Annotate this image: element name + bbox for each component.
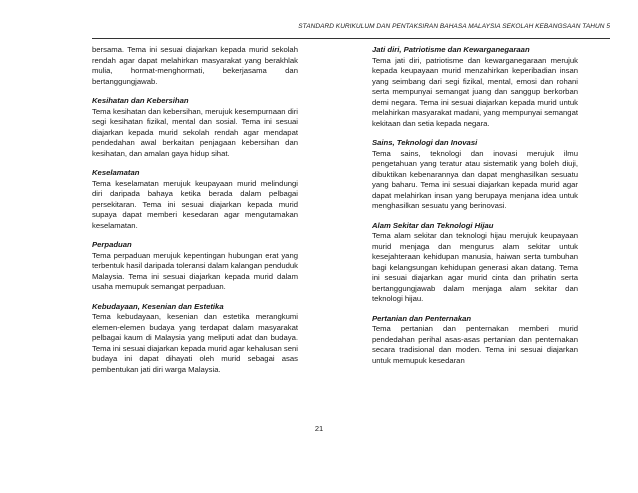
section-heading: Keselamatan <box>92 168 140 177</box>
section-heading: Sains, Teknologi dan Inovasi <box>372 138 478 147</box>
section-text: Tema sains, teknologi dan inovasi merujuk ilmu pengetahuan yang teratur atau sistematik yang boleh diuji, dibuktikan kebenarannya dan dapat menghasilkan sesuatu yang baharu. Tema ini sesuai diajarkan kepada murid agar dapat melahirkan insan yang berupaya menjana idea untuk menghasilkan sesuatu yang berinovasi. <box>372 148 578 210</box>
intro-paragraph <box>92 45 298 87</box>
running-header: STANDARD KURIKULUM DAN PENTAKSIRAN BAHASA MALAYSIA SEKOLAH KEBANGSAAN TAHUN 5 <box>298 23 610 30</box>
header-rule <box>92 38 610 39</box>
section-text: Tema kesihatan dan kebersihan, merujuk kesempurnaan diri segi kesihatan fizikal, mental dan sosial. Tema ini sesuai diajarkan kepada murid sekolah rendah agar mendapat pendedahan awal berkaitan penjagaan kebersihan dan kesihatan, dan amalan gaya hidup sihat. <box>92 106 298 158</box>
page-number: 21 <box>314 424 324 433</box>
section-alam-sekitar <box>372 221 578 305</box>
section-text: Tema jati diri, patriotisme dan kewarganegaraan merujuk kepada keupayaan murid menzahirkan keperibadian insan yang seimbang dari segi fizikal, mental, emosi dan rohani serta mempunyai semangat juang dan sanggup berkorban demi negara. Tema ini sesuai diajarkan kepada murid untuk melahirkan masyarakat madani, yang mempunyai semangat kekitaan dan setia kepada negara. <box>372 55 578 128</box>
section-heading: Perpaduan <box>92 240 132 249</box>
section-perpaduan <box>92 240 298 293</box>
left-column <box>92 45 298 384</box>
section-heading: Jati diri, Patriotisme dan Kewarganegaraan <box>372 45 530 54</box>
section-keselamatan <box>92 168 298 231</box>
section-heading: Alam Sekitar dan Teknologi Hijau <box>372 220 494 230</box>
section-heading: Kesihatan dan Kebersihan <box>92 96 189 105</box>
section-text: Tema perpaduan merujuk kepentingan hubungan erat yang terbentuk hasil daripada toleransi dalam kalangan penduduk Malaysia. Tema ini sesuai diajarkan kepada murid dalam usaha memupuk semangat perpaduan. <box>92 250 298 291</box>
section-heading: Pertanian dan Penternakan <box>372 313 472 323</box>
section-text: Tema keselamatan merujuk keupayaan murid melindungi diri daripada bahaya ketika berada dalam pelbagai persekitaran. Tema ini sesuai diajarkan kepada murid supaya dapat memberi kesedaran agar mengutamakan keselamatan. <box>92 178 298 230</box>
section-text: Tema pertanian dan penternakan memberi murid pendedahan perihal asas-asas pertanian dan penternakan secara tradisional dan moden. Tema ini sesuai diajarkan untuk memupuk kesedaran <box>372 324 578 365</box>
section-jati-diri <box>372 45 578 129</box>
section-text: Tema alam sekitar dan teknologi hijau merujuk keupayaan murid menjaga dan mengurus alam sekitar untuk kesejahteraan kehidupan manusia, haiwan serta tumbuhan bagi kelangsungan kehidupan generasi akan datang. Tema ini sesuai diajarkan agar murid cinta dan prihatin serta bertanggungjawab dalam menjaga alam sekitar dan teknologi hijau. <box>372 231 578 303</box>
section-sains <box>372 138 578 212</box>
section-pertanian <box>372 314 578 367</box>
section-text: Tema kebudayaan, kesenian dan estetika merangkumi elemen-elemen budaya yang terdapat dalam masyarakat pelbagai kaum di Malaysia yang meliputi adat dan budaya. Tema ini sesuai diajarkan kepada murid agar kehalusan seni budaya ini dapat dihayati oleh murid sebagai asas pembentukan jati diri warga Malaysia. <box>92 312 298 374</box>
section-kebudayaan <box>92 302 298 376</box>
paragraph-text: bersama. Tema ini sesuai diajarkan kepada murid sekolah rendah agar dapat melahirkan masyarakat yang berakhlak mulia, hormat-menghormati, bekerjasama dan bertanggungjawab. <box>92 45 298 86</box>
section-kesihatan <box>92 96 298 159</box>
section-heading: Kebudayaan, Kesenian dan Estetika <box>92 301 224 311</box>
right-column <box>372 45 578 375</box>
